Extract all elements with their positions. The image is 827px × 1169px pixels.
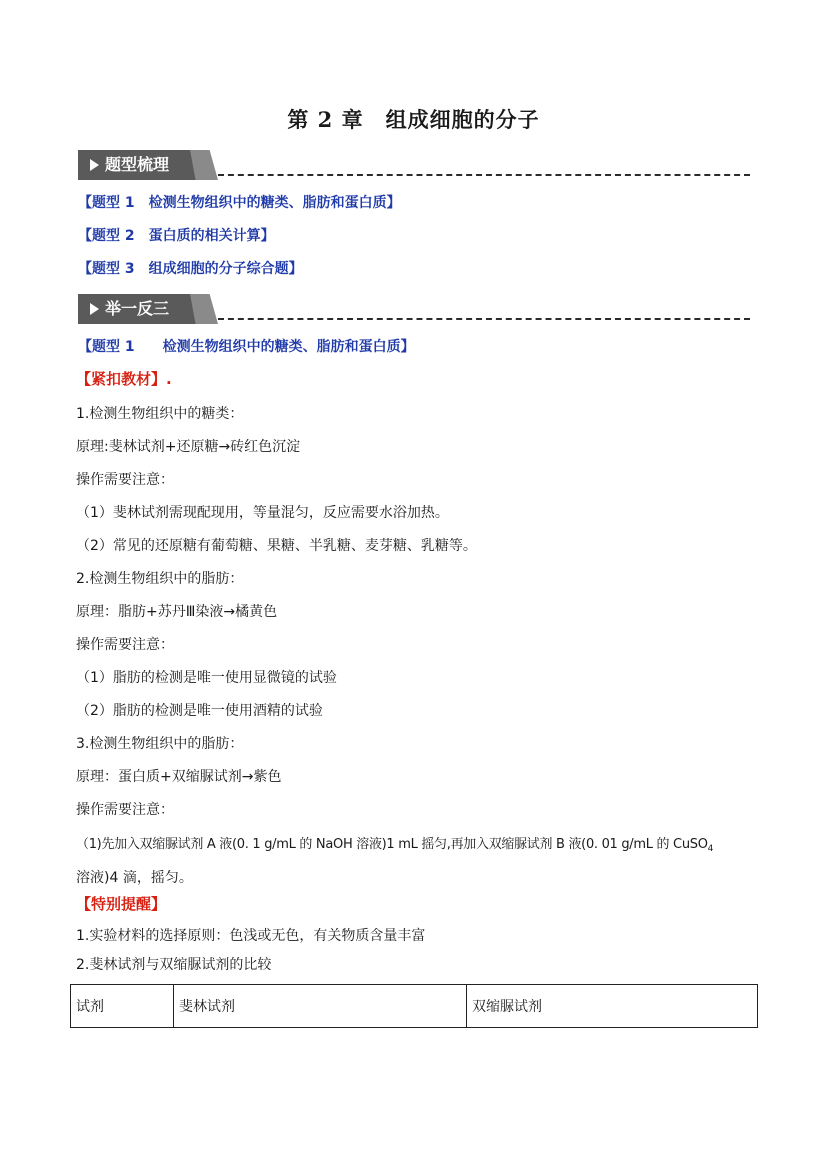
toc-item-1: 【题型 1 检测生物组织中的糖类、脂肪和蛋白质】	[78, 195, 401, 211]
toc-item-2: 【题型 2 蛋白质的相关计算】	[78, 228, 275, 244]
paragraph: 原理：蛋白质+双缩脲试剂→紫色	[76, 769, 282, 785]
section-heading: 【题型 1 检测生物组织中的糖类、脂肪和蛋白质】	[78, 339, 415, 355]
banner-label: 题型梳理	[105, 155, 170, 174]
page-title: 第 2 章 组成细胞的分子	[287, 107, 540, 132]
paragraph	[76, 835, 713, 859]
comparison-table	[70, 984, 758, 1028]
section-banner-examples	[78, 294, 750, 324]
paragraph: 原理：脂肪+苏丹Ⅲ染液→橘黄色	[76, 604, 278, 620]
subscript: 4	[707, 844, 714, 854]
paragraph: 原理:斐林试剂+还原糖→砖红色沉淀	[76, 439, 301, 455]
paragraph: 2.斐林试剂与双缩脲试剂的比较	[76, 957, 272, 973]
paragraph: 操作需要注意：	[76, 637, 174, 653]
paragraph: 溶液)4 滴，摇匀。	[76, 870, 193, 886]
paragraph: 操作需要注意：	[76, 802, 174, 818]
table-row	[71, 985, 758, 1028]
toc-item-3: 【题型 3 组成细胞的分子综合题】	[78, 261, 303, 277]
tag-reminder: 【特别提醒】	[76, 895, 167, 913]
paragraph: 操作需要注意：	[76, 472, 174, 488]
dashed-divider	[218, 174, 750, 176]
paragraph: 3.检测生物组织中的脂肪：	[76, 736, 244, 752]
dashed-divider	[218, 318, 750, 320]
paragraph: （2）脂肪的检测是唯一使用酒精的试验	[76, 703, 323, 719]
play-triangle-icon	[90, 303, 99, 315]
table-cell: 双缩脲试剂	[467, 985, 758, 1028]
play-triangle-icon	[90, 159, 99, 171]
section-banner-question-types	[78, 150, 750, 180]
paragraph: （2）常见的还原糖有葡萄糖、果糖、半乳糖、麦芽糖、乳糖等。	[76, 538, 477, 554]
paragraph: 1.检测生物组织中的糖类：	[76, 406, 244, 422]
paragraph: （1）斐林试剂需现配现用，等量混匀，反应需要水浴加热。	[76, 505, 449, 521]
paragraph: 1.实验材料的选择原则：色浅或无色，有关物质含量丰富	[76, 928, 426, 944]
paragraph-text: （1)先加入双缩脲试剂 A 液(0. 1 g/mL 的 NaOH 溶液)1 mL 摇匀,再加入双缩脲试剂 B 液(0. 01 g/mL 的 CuSO	[76, 837, 708, 852]
table-cell: 试剂	[71, 985, 174, 1028]
paragraph: （1）脂肪的检测是唯一使用显微镜的试验	[76, 670, 337, 686]
tag-textbook: 【紧扣教材】.	[76, 370, 172, 388]
paragraph: 2.检测生物组织中的脂肪：	[76, 571, 244, 587]
table-cell: 斐林试剂	[174, 985, 467, 1028]
banner-label: 举一反三	[105, 299, 170, 318]
